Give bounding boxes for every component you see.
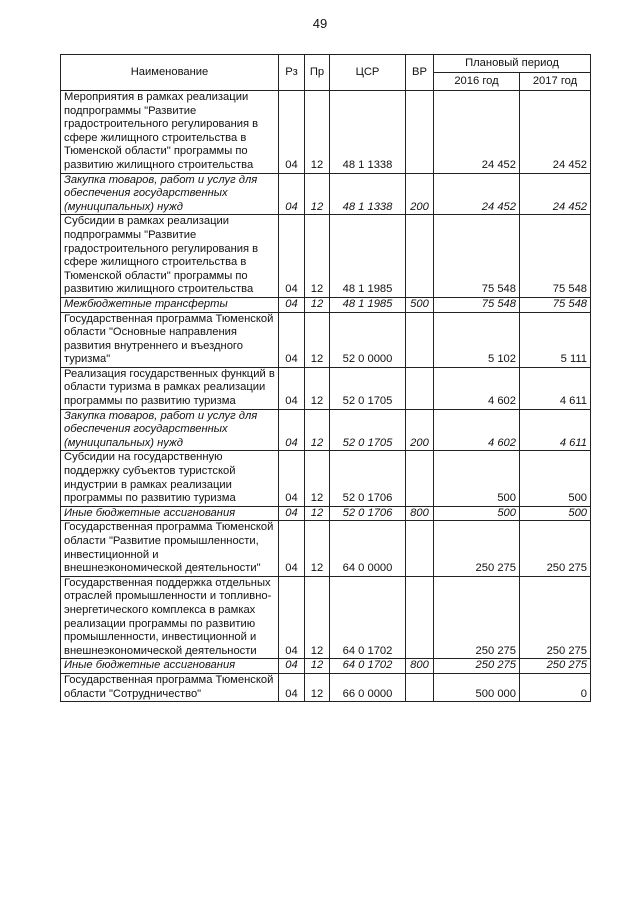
row-pr: 12	[305, 673, 330, 701]
row-name: Закупка товаров, работ и услуг для обеспечения государственных (муниципальных) нужд	[61, 173, 279, 215]
row-2016: 250 275	[434, 521, 520, 576]
row-pr: 12	[305, 506, 330, 521]
row-vr	[406, 451, 434, 506]
row-name: Субсидии на государственную поддержку субъектов туристской индустрии в рамках реализации программы по развитию туризма	[61, 451, 279, 506]
row-name: Иные бюджетные ассигнования	[61, 506, 279, 521]
row-2016: 500	[434, 451, 520, 506]
row-pr: 12	[305, 659, 330, 674]
row-rz: 04	[279, 367, 305, 409]
row-pr: 12	[305, 215, 330, 298]
row-rz: 04	[279, 521, 305, 576]
header-planned-period: Плановый период	[434, 55, 591, 73]
row-name: Закупка товаров, работ и услуг для обеспечения государственных (муниципальных) нужд	[61, 409, 279, 451]
row-pr: 12	[305, 521, 330, 576]
row-csr: 48 1 1985	[330, 215, 406, 298]
row-pr: 12	[305, 312, 330, 367]
row-vr: 800	[406, 659, 434, 674]
row-2017: 500	[520, 506, 591, 521]
table-row	[61, 173, 591, 215]
row-csr: 64 0 1702	[330, 576, 406, 659]
header-year-2016: 2016 год	[434, 73, 520, 91]
row-csr: 64 0 1702	[330, 659, 406, 674]
row-csr: 52 0 1705	[330, 409, 406, 451]
row-pr: 12	[305, 451, 330, 506]
row-vr: 200	[406, 409, 434, 451]
row-csr: 48 1 1338	[330, 173, 406, 215]
row-2017: 250 275	[520, 521, 591, 576]
header-rz: Рз	[279, 55, 305, 91]
row-vr: 500	[406, 297, 434, 312]
row-name: Государственная программа Тюменской области "Развитие промышленности, инвестиционной и внешнеэкономической деятельности"	[61, 521, 279, 576]
row-pr: 12	[305, 297, 330, 312]
row-2016: 24 452	[434, 173, 520, 215]
row-2017: 75 548	[520, 297, 591, 312]
row-rz: 04	[279, 91, 305, 174]
row-csr: 64 0 0000	[330, 521, 406, 576]
table-row	[61, 297, 591, 312]
table-row	[61, 506, 591, 521]
row-pr: 12	[305, 367, 330, 409]
table-row	[61, 215, 591, 298]
row-vr: 800	[406, 506, 434, 521]
table-row	[61, 521, 591, 576]
row-2017: 4 611	[520, 367, 591, 409]
row-2016: 500	[434, 506, 520, 521]
row-2016: 75 548	[434, 297, 520, 312]
row-vr	[406, 215, 434, 298]
page-number: 49	[312, 16, 328, 31]
row-pr: 12	[305, 409, 330, 451]
header-row	[61, 55, 591, 73]
row-2016: 250 275	[434, 659, 520, 674]
row-vr	[406, 91, 434, 174]
row-csr: 52 0 1706	[330, 506, 406, 521]
row-vr: 200	[406, 173, 434, 215]
table-row	[61, 312, 591, 367]
row-vr	[406, 521, 434, 576]
row-2016: 4 602	[434, 367, 520, 409]
table-row	[61, 576, 591, 659]
row-2016: 5 102	[434, 312, 520, 367]
row-2016: 4 602	[434, 409, 520, 451]
header-csr: ЦСР	[330, 55, 406, 91]
table-row	[61, 409, 591, 451]
row-pr: 12	[305, 91, 330, 174]
row-vr	[406, 312, 434, 367]
row-pr: 12	[305, 576, 330, 659]
row-name: Межбюджетные трансферты	[61, 297, 279, 312]
row-rz: 04	[279, 576, 305, 659]
row-2017: 24 452	[520, 173, 591, 215]
row-2017: 24 452	[520, 91, 591, 174]
row-name: Реализация государственных функций в области туризма в рамках реализации программы по развитию туризма	[61, 367, 279, 409]
row-rz: 04	[279, 673, 305, 701]
row-rz: 04	[279, 297, 305, 312]
row-name: Мероприятия в рамках реализации подпрограммы "Развитие градостроительного регулирования в сфере жилищного строительства в Тюменской области" программы по развитию жилищного строительства	[61, 91, 279, 174]
row-rz: 04	[279, 506, 305, 521]
row-pr: 12	[305, 173, 330, 215]
table-row	[61, 367, 591, 409]
row-rz: 04	[279, 215, 305, 298]
header-name: Наименование	[61, 55, 279, 91]
table-row	[61, 91, 591, 174]
row-rz: 04	[279, 409, 305, 451]
row-name: Государственная поддержка отдельных отраслей промышленности и топливно-энергетического комплекса в рамках реализации программы по развитию промышленности, инвестиционной и внешнеэкономической деятельности	[61, 576, 279, 659]
row-csr: 66 0 0000	[330, 673, 406, 701]
row-name: Государственная программа Тюменской области "Сотрудничество"	[61, 673, 279, 701]
row-csr: 48 1 1338	[330, 91, 406, 174]
table-row	[61, 673, 591, 701]
row-rz: 04	[279, 659, 305, 674]
row-name: Субсидии в рамках реализации подпрограммы "Развитие градостроительного регулирования в сфере жилищного строительства в Тюменской области" программы по развитию жилищного строительства	[61, 215, 279, 298]
header-pr: Пр	[305, 55, 330, 91]
row-name: Государственная программа Тюменской области "Основные направления развития внутреннего и въездного туризма"	[61, 312, 279, 367]
row-rz: 04	[279, 312, 305, 367]
row-vr	[406, 576, 434, 659]
table-row	[61, 451, 591, 506]
row-2017: 500	[520, 451, 591, 506]
row-2016: 24 452	[434, 91, 520, 174]
row-csr: 52 0 0000	[330, 312, 406, 367]
row-2017: 5 111	[520, 312, 591, 367]
row-csr: 52 0 1706	[330, 451, 406, 506]
budget-table	[60, 54, 591, 702]
row-csr: 52 0 1705	[330, 367, 406, 409]
row-rz: 04	[279, 451, 305, 506]
header-vr: ВР	[406, 55, 434, 91]
row-2016: 500 000	[434, 673, 520, 701]
row-rz: 04	[279, 173, 305, 215]
row-2017: 250 275	[520, 576, 591, 659]
row-vr	[406, 673, 434, 701]
row-csr: 48 1 1985	[330, 297, 406, 312]
row-vr	[406, 367, 434, 409]
row-name: Иные бюджетные ассигнования	[61, 659, 279, 674]
row-2017: 0	[520, 673, 591, 701]
table-row	[61, 659, 591, 674]
row-2017: 250 275	[520, 659, 591, 674]
row-2017: 75 548	[520, 215, 591, 298]
row-2016: 250 275	[434, 576, 520, 659]
row-2016: 75 548	[434, 215, 520, 298]
header-year-2017: 2017 год	[520, 73, 591, 91]
row-2017: 4 611	[520, 409, 591, 451]
